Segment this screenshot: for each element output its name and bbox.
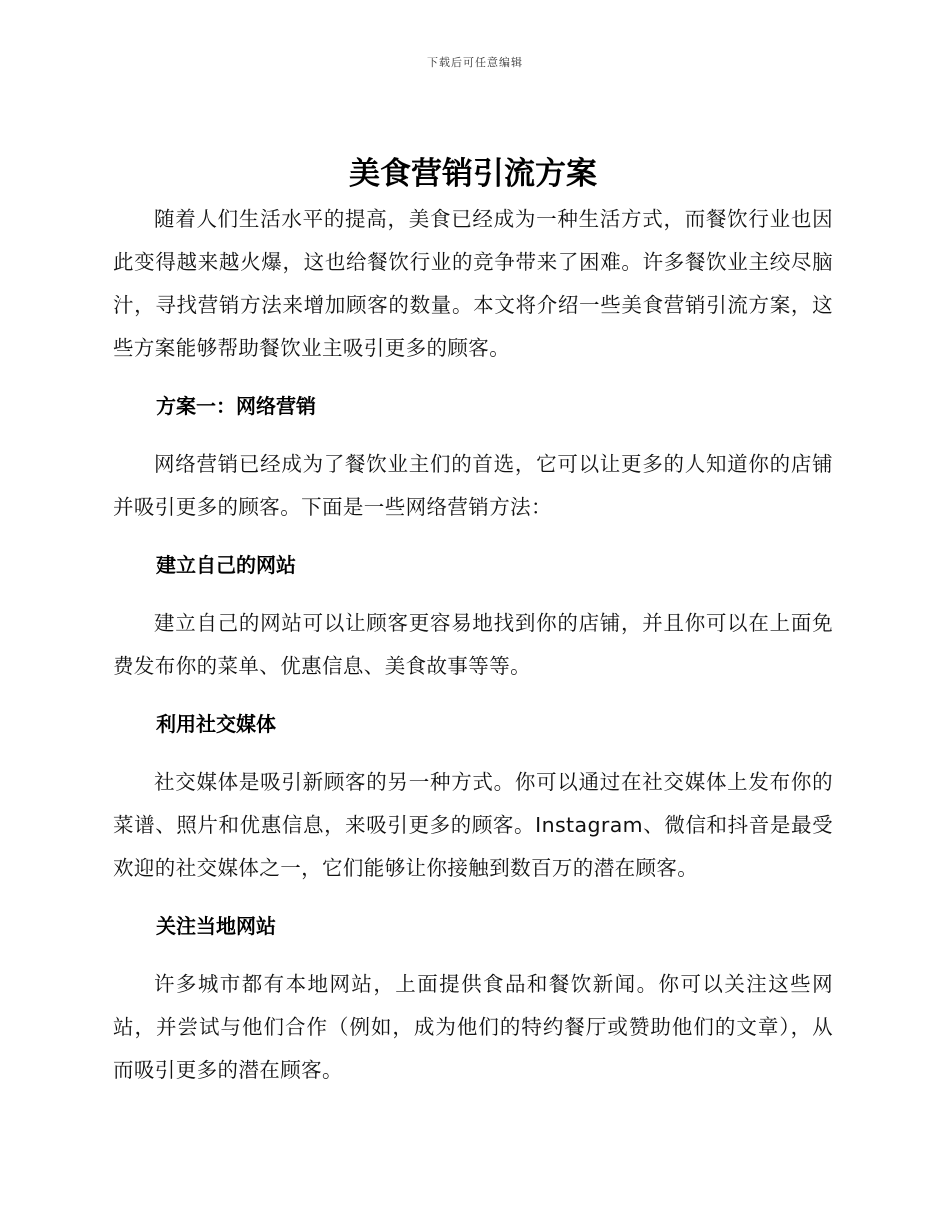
subsection-paragraph-local-websites: 许多城市都有本地网站，上面提供食品和餐饮新闻。你可以关注这些网站，并尝试与他们合作（例如，成为他们的特约餐厅或赞助他们的文章），从而吸引更多的潜在顾客。: [113, 972, 833, 1082]
section-paragraph-network-marketing: 网络营销已经成为了餐饮业主们的首选，它可以让更多的人知道你的店铺并吸引更多的顾客。下面是一些网络营销方法：: [113, 452, 833, 519]
document-body: [113, 150, 833, 1092]
subsection-heading-own-website: 建立自己的网站: [156, 553, 296, 577]
subsection-paragraph-own-website: 建立自己的网站可以让顾客更容易地找到你的店铺，并且你可以在上面免费发布你的菜单、优惠信息、美食故事等等。: [113, 611, 833, 678]
section-heading-network-marketing: 方案一：网络营销: [156, 394, 316, 418]
document-title: 美食营销引流方案: [349, 156, 597, 192]
subsection-heading-local-websites: 关注当地网站: [156, 914, 276, 938]
header-note: 下载后可任意编辑: [427, 56, 523, 69]
intro-paragraph: 随着人们生活水平的提高，美食已经成为一种生活方式，而餐饮行业也因此变得越来越火爆，这也给餐饮行业的竞争带来了困难。许多餐饮业主绞尽脑汁，寻找营销方法来增加顾客的数量。本文将介绍一些美食营销引流方案，这些方案能够帮助餐饮业主吸引更多的顾客。: [113, 207, 833, 360]
subsection-paragraph-social-media: 社交媒体是吸引新顾客的另一种方式。你可以通过在社交媒体上发布你的菜谱、照片和优惠信息，来吸引更多的顾客。Instagram、微信和抖音是最受欢迎的社交媒体之一，它们能够让你接触到数百万的潜在顾客。: [113, 770, 833, 880]
subsection-heading-social-media: 利用社交媒体: [156, 712, 276, 736]
